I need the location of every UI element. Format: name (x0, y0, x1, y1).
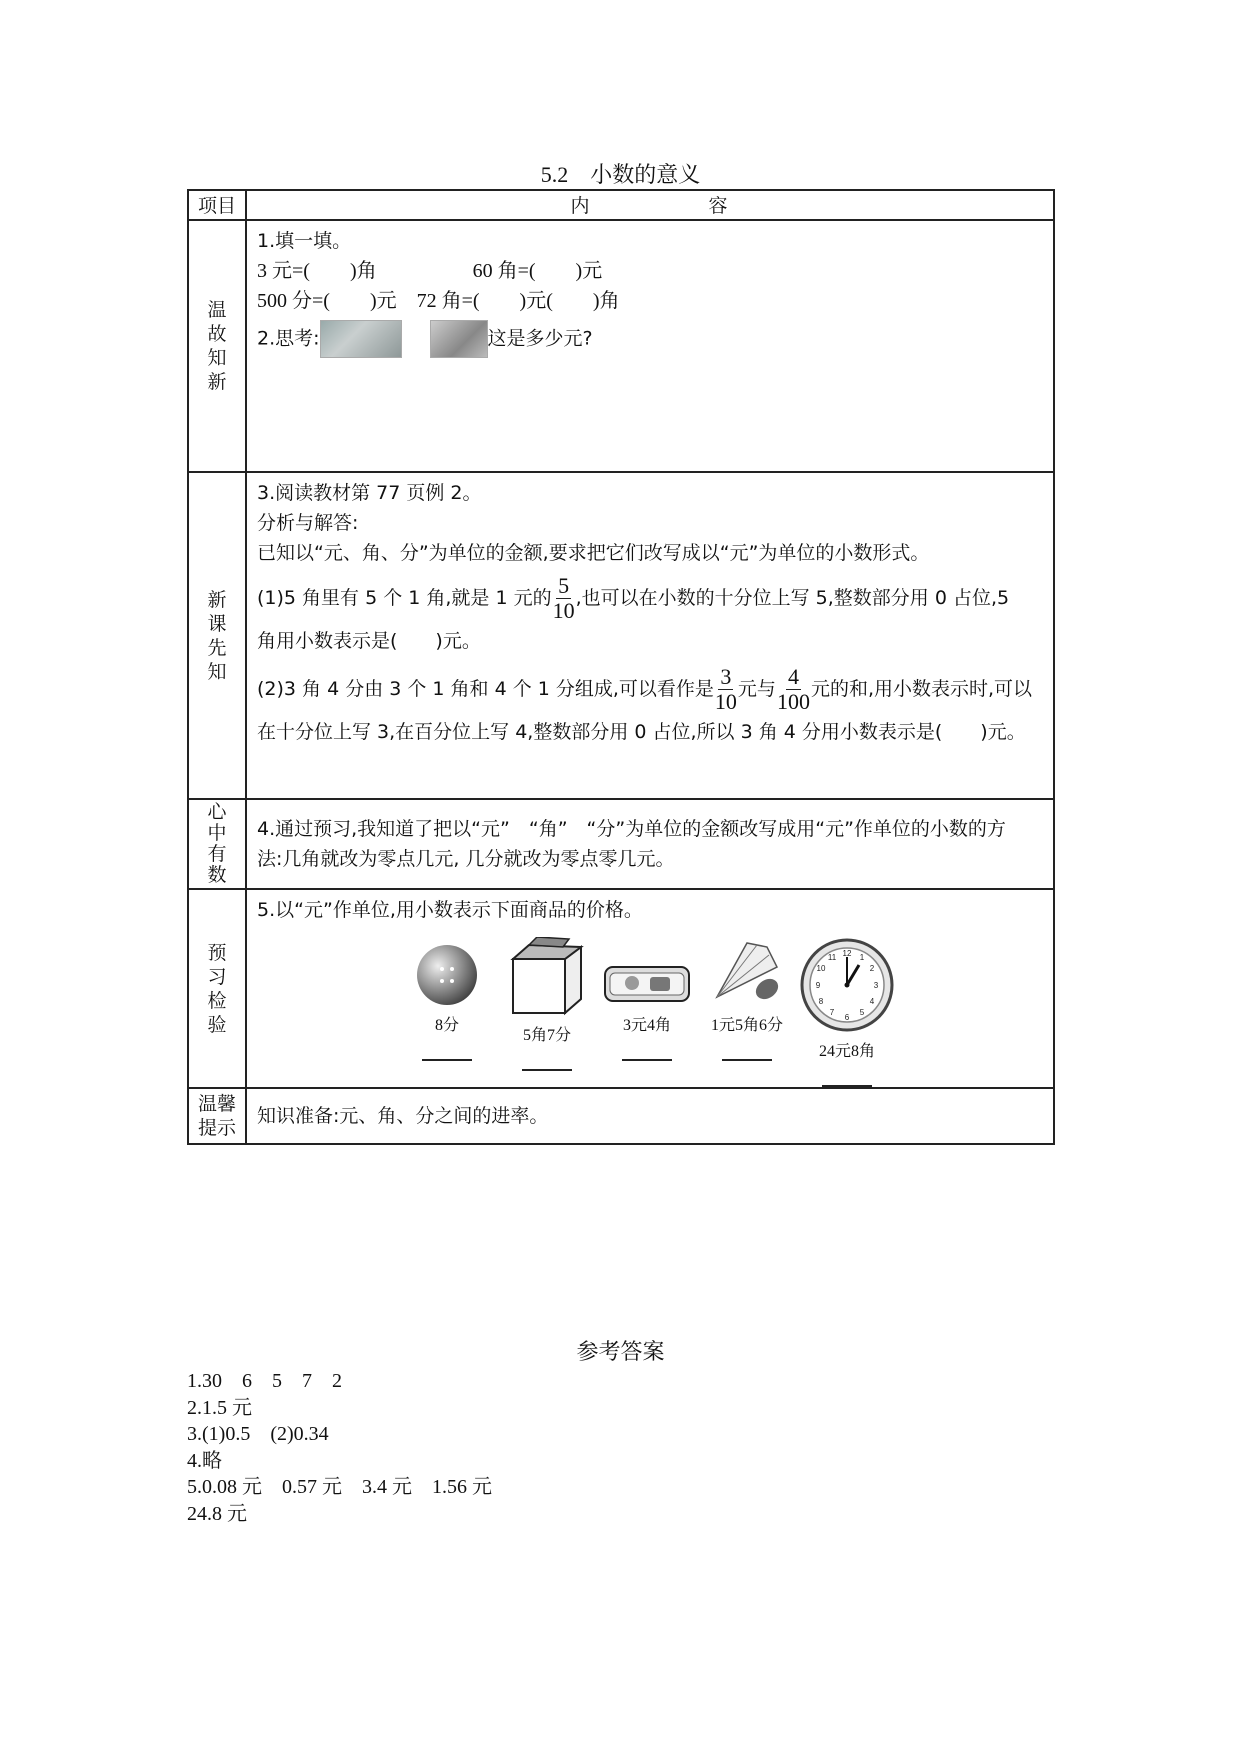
review-content (246, 220, 1054, 472)
page-title (0, 158, 1241, 189)
svg-text:3: 3 (873, 981, 879, 990)
label-char: 温馨 (197, 1093, 236, 1115)
answer-line: 1.30 6 5 7 2 (187, 1370, 342, 1392)
title-text: 小数的意义 (590, 163, 701, 188)
question-3: 3.阅读教材第 77 页例 2。 (257, 482, 482, 504)
tip-text: 知识准备:元、角、分之间的进率。 (257, 1105, 549, 1127)
analysis-label: 分析与解答: (257, 512, 359, 534)
label-char: 中 (207, 822, 227, 844)
banknote-image (320, 320, 402, 358)
part-1 (257, 574, 1053, 659)
button-icon (412, 937, 482, 1007)
label-char: 知 (207, 660, 227, 683)
svg-text:5: 5 (859, 1008, 865, 1017)
label-char: 检 (207, 989, 227, 1012)
question-2 (257, 320, 1053, 358)
answer-blank[interactable] (722, 1059, 772, 1061)
goods-item (497, 937, 597, 1087)
svg-text:1: 1 (859, 953, 865, 962)
section-check (188, 889, 1054, 1088)
svg-text:2: 2 (869, 964, 875, 973)
goods-item (797, 937, 897, 1087)
answer-blank[interactable] (422, 1059, 472, 1061)
svg-text:7: 7 (829, 1008, 835, 1017)
section-summary (188, 799, 1054, 889)
goods-price: 24元8角 (818, 1043, 875, 1060)
label-char: 数 (207, 864, 227, 886)
goods-price: 5角7分 (522, 1027, 571, 1044)
blank-item: 3 元=( )角 (257, 260, 377, 282)
clock-icon (799, 937, 895, 1033)
part-2-text-mid: 元与 (737, 678, 776, 700)
answer-blank[interactable] (522, 1069, 572, 1071)
label-char: 温 (207, 299, 227, 321)
label-char: 验 (207, 1013, 227, 1036)
pencil-case-icon (602, 937, 692, 1007)
tip-content (246, 1088, 1054, 1144)
goods-row (397, 937, 897, 1087)
answers-title: 参考答案 (576, 1340, 665, 1365)
blank-item: 60 角=( )元 (472, 260, 603, 282)
part-2-text-a: (2)3 角 4 分由 3 个 1 角和 4 个 1 分组成,可以看作是 (257, 678, 714, 700)
question-2-suffix: 这是多少元? (487, 327, 593, 350)
shuttlecock-icon (707, 937, 787, 1007)
part-1-text-a: (1)5 角里有 5 个 1 角,就是 1 元的 (257, 587, 552, 609)
svg-text:10: 10 (816, 964, 826, 973)
box-icon (507, 937, 587, 1017)
section-label (188, 220, 246, 472)
answer-line: 24.8 元 (187, 1502, 247, 1525)
question-1: 1.填一填。 (257, 230, 352, 252)
title-number: 5.2 (540, 162, 569, 187)
question-5: 5.以“元”作单位,用小数表示下面商品的价格。 (257, 899, 643, 921)
answer-line: 3.(1)0.5 (2)0.34 (187, 1423, 329, 1445)
fraction-4-100 (777, 665, 810, 714)
goods-item (597, 937, 697, 1087)
question-1-line-1 (257, 256, 1053, 286)
label-char: 心 (207, 801, 227, 823)
header-row (188, 190, 1054, 220)
goods-item (397, 937, 497, 1087)
worksheet-table (187, 189, 1055, 1145)
fraction-3-10 (715, 665, 737, 714)
fraction-numerator: 5 (558, 573, 570, 598)
label-char: 故 (207, 323, 227, 345)
label-char: 先 (207, 636, 227, 659)
label-char: 预 (207, 941, 227, 964)
svg-text:6: 6 (844, 1013, 850, 1022)
answer-blank[interactable] (822, 1085, 872, 1087)
label-char: 有 (207, 843, 227, 865)
answer-blank[interactable] (622, 1059, 672, 1061)
new-lesson-content (246, 472, 1054, 799)
svg-text:8: 8 (818, 997, 824, 1006)
part-2 (257, 665, 1053, 750)
fraction-denominator: 10 (714, 689, 737, 714)
label-char: 课 (207, 612, 227, 635)
svg-text:4: 4 (869, 997, 875, 1006)
part-1-text-b: ,也可以在小数的十分位上写 5,整数部分用 0 占位,5 角用小数表示是( )元。 (257, 587, 1010, 652)
section-label (188, 1088, 246, 1144)
answer-line: 5.0.08 元 0.57 元 3.4 元 1.56 元 (187, 1476, 492, 1498)
label-char: 习 (207, 965, 227, 988)
check-content (246, 889, 1054, 1088)
fraction-5-10 (553, 574, 575, 623)
label-char: 新 (207, 588, 227, 611)
goods-price: 1元5角6分 (710, 1017, 783, 1034)
section-new-lesson (188, 472, 1054, 799)
goods-item (697, 937, 797, 1087)
answer-line: 2.1.5 元 (187, 1396, 252, 1419)
banknote-image (430, 320, 488, 358)
goods-price: 8分 (434, 1017, 459, 1034)
label-char: 新 (207, 371, 227, 393)
fraction-denominator: 10 (552, 598, 575, 623)
fraction-numerator: 4 (787, 664, 799, 689)
label-char: 提示 (197, 1117, 236, 1139)
section-tip (188, 1088, 1054, 1144)
label-char: 知 (207, 347, 227, 369)
fraction-denominator: 100 (776, 689, 810, 714)
part-2-text-b: 元的和,用小数表示时,可以在十分位上写 3,在百分位上写 4,整数部分用 0 占位,所以 3 角 4 分用小数表示是( )元。 (257, 678, 1033, 743)
section-label (188, 472, 246, 799)
svg-text:11: 11 (827, 953, 837, 962)
goods-price: 3元4角 (622, 1017, 671, 1034)
known-text: 已知以“元、角、分”为单位的金额,要求把它们改写成以“元”为单位的小数形式。 (257, 542, 930, 564)
header-content: 内 容 (246, 190, 1054, 220)
header-item: 项目 (188, 190, 246, 220)
question-2-prefix: 2.思考: (257, 327, 320, 350)
answer-line: 4.略 (187, 1449, 222, 1472)
answers-list (187, 1368, 492, 1527)
section-label (188, 799, 246, 889)
fraction-numerator: 3 (720, 664, 732, 689)
svg-text:12: 12 (842, 949, 852, 958)
summary-content (246, 799, 1054, 889)
svg-text:9: 9 (815, 981, 821, 990)
section-review (188, 220, 1054, 472)
section-label (188, 889, 246, 1088)
question-4: 4.通过预习,我知道了把以“元” “角” “分”为单位的金额改写成用“元”作单位的小数的方法:几角就改为零点几元, 几分就改为零点零几元。 (257, 818, 1006, 870)
question-1-line-2: 500 分=( )元 72 角=( )元( )角 (257, 290, 620, 312)
